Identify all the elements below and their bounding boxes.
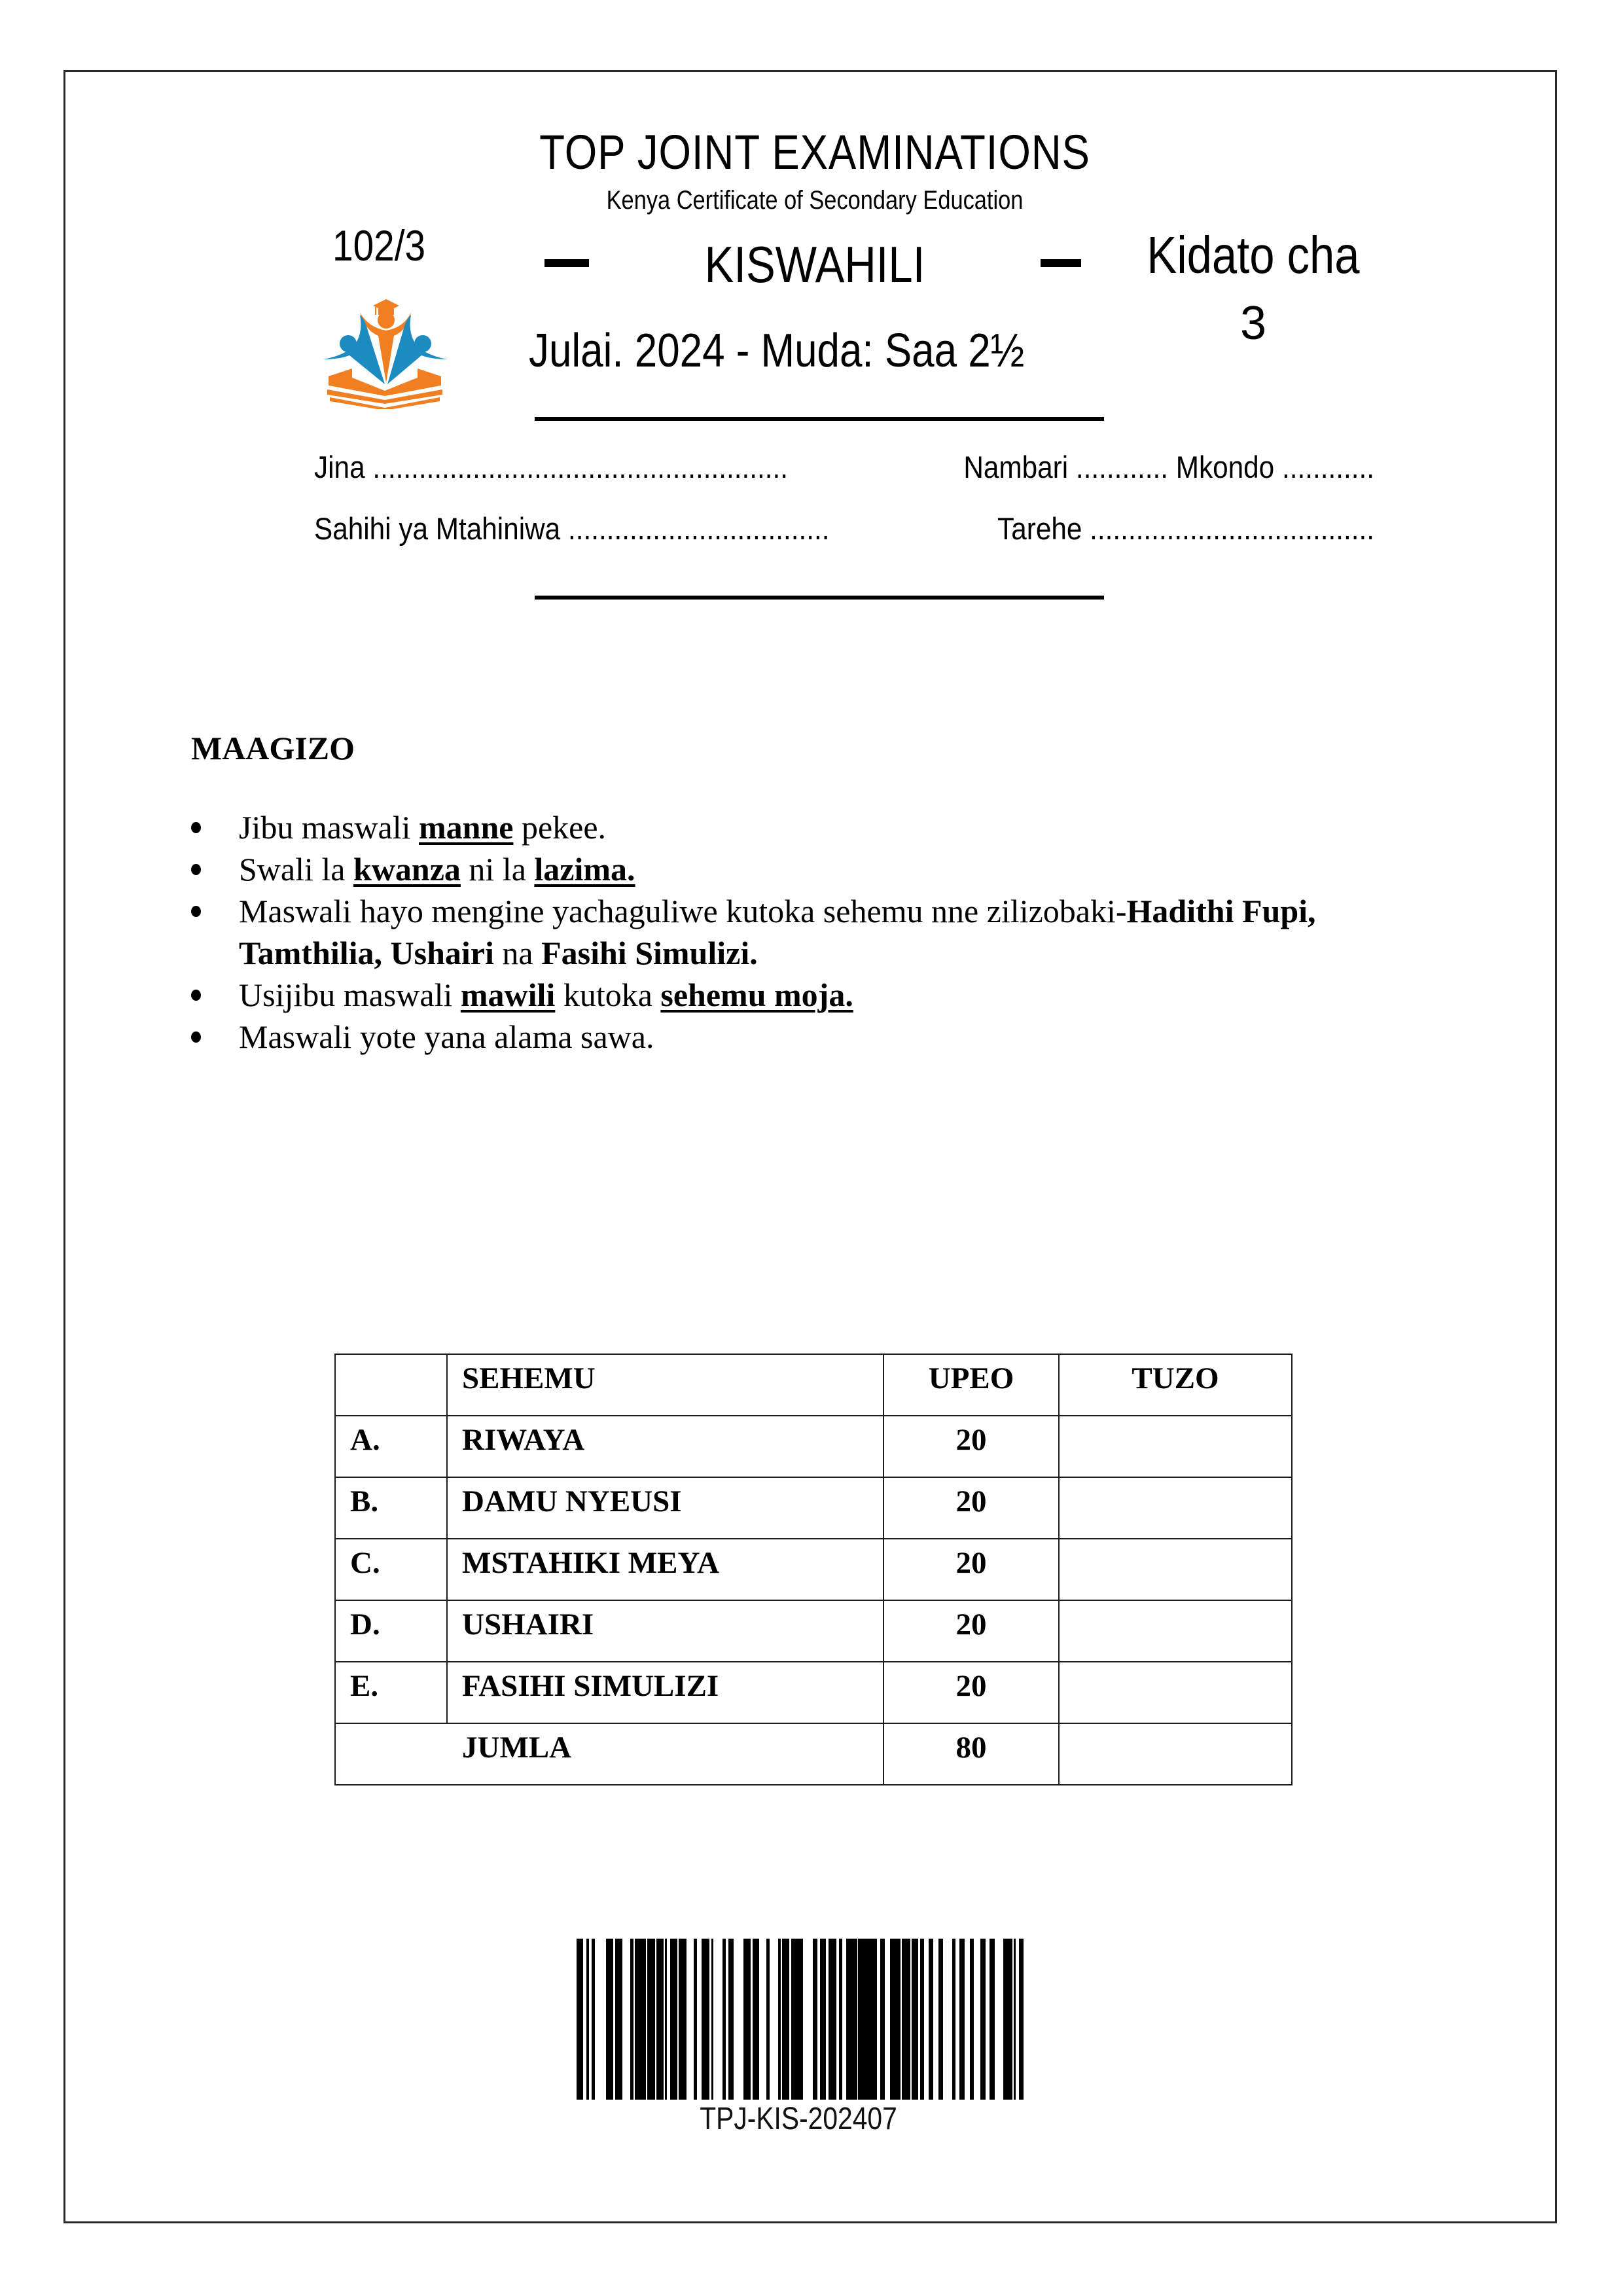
bullet-icon — [191, 1031, 201, 1043]
instruction-text: ni la — [460, 851, 535, 888]
total-label: JUMLA — [335, 1723, 883, 1785]
table-row — [335, 1539, 1292, 1600]
instruction-item — [191, 848, 1369, 890]
subject-title: KISWAHILI — [704, 236, 925, 293]
instruction-item — [191, 890, 1369, 974]
bullet-icon — [191, 990, 201, 1001]
date-dots: ..................................... — [1090, 511, 1374, 546]
exam-logo-icon — [313, 291, 457, 409]
total-award-cell[interactable] — [1059, 1723, 1292, 1785]
stream-dots: ............ — [1281, 450, 1374, 484]
name-label: Jina — [314, 450, 365, 484]
bullet-icon — [191, 906, 201, 917]
row-max: 20 — [883, 1477, 1059, 1539]
row-max: 20 — [883, 1539, 1059, 1600]
form-number: 3 — [1240, 297, 1267, 350]
date-duration: Julai. 2024 - Muda: Saa 2½ — [529, 325, 1025, 377]
stream-field[interactable] — [1176, 452, 1374, 482]
row-section: FASIHI SIMULIZI — [447, 1662, 883, 1723]
instruction-item — [191, 974, 1369, 1016]
candidate-info-row-2 — [314, 513, 1374, 544]
instruction-text: Maswali hayo mengine yachaguliwe kutoka sehemu nne zilizobaki- — [239, 893, 1127, 929]
name-dots: ...................................................... — [372, 450, 788, 484]
organization-title: TOP JOINT EXAMINATIONS — [539, 125, 1090, 179]
table-row — [335, 1662, 1292, 1723]
signature-dots: .................................. — [567, 511, 830, 546]
header-award: TUZO — [1059, 1354, 1292, 1416]
instruction-item — [191, 1016, 1369, 1058]
instruction-text: Usijibu maswali — [239, 977, 461, 1013]
row-letter: D. — [335, 1600, 447, 1662]
row-letter: B. — [335, 1477, 447, 1539]
number-label: Nambari — [963, 450, 1069, 484]
header-section: SEHEMU — [447, 1354, 883, 1416]
dash-separator-left — [544, 259, 589, 267]
barcode-label: TPJ-KIS-202407 — [700, 2102, 897, 2136]
score-table — [334, 1354, 1293, 1785]
row-section: DAMU NYEUSI — [447, 1477, 883, 1539]
instructions-list — [191, 806, 1369, 1058]
row-max: 20 — [883, 1416, 1059, 1477]
stream-label: Mkondo — [1175, 450, 1275, 484]
row-letter: A. — [335, 1416, 447, 1477]
header-max: UPEO — [883, 1354, 1059, 1416]
barcode-icon — [577, 1939, 1025, 2100]
instruction-text: sehemu moja. — [660, 977, 853, 1013]
date-field[interactable] — [997, 513, 1374, 544]
row-letter: C. — [335, 1539, 447, 1600]
signature-field[interactable] — [314, 513, 830, 544]
signature-label: Sahihi ya Mtahiniwa — [314, 511, 561, 546]
row-award-cell[interactable] — [1059, 1539, 1292, 1600]
instruction-text: na — [493, 935, 542, 971]
row-award-cell[interactable] — [1059, 1416, 1292, 1477]
instruction-text: pekee. — [513, 809, 607, 846]
instruction-text: Tamthilia, Ushairi — [239, 935, 494, 971]
table-row — [335, 1416, 1292, 1477]
row-letter: E. — [335, 1662, 447, 1723]
header-rule-top — [535, 417, 1104, 421]
table-row — [335, 1477, 1292, 1539]
form-label: Kidato cha — [1147, 226, 1360, 284]
instruction-text: Maswali yote yana alama sawa. — [239, 1018, 654, 1055]
number-dots: ............ — [1075, 450, 1168, 484]
instruction-text: Swali la — [239, 851, 353, 888]
name-field[interactable] — [314, 452, 788, 482]
instruction-text: kutoka — [555, 977, 661, 1013]
instruction-text: lazima. — [534, 851, 635, 888]
instruction-text: kwanza — [353, 851, 461, 888]
table-row — [335, 1600, 1292, 1662]
row-award-cell[interactable] — [1059, 1477, 1292, 1539]
table-header-row — [335, 1354, 1292, 1416]
total-max: 80 — [883, 1723, 1059, 1785]
row-award-cell[interactable] — [1059, 1662, 1292, 1723]
header-letter — [335, 1354, 447, 1416]
page-border — [63, 70, 1557, 2223]
bullet-icon — [191, 822, 201, 833]
dash-separator-right — [1041, 259, 1081, 267]
certificate-subtitle: Kenya Certificate of Secondary Education — [606, 186, 1024, 215]
row-max: 20 — [883, 1662, 1059, 1723]
row-section: MSTAHIKI MEYA — [447, 1539, 883, 1600]
instruction-item — [191, 806, 1369, 848]
instruction-text: mawili — [460, 977, 556, 1013]
row-section: USHAIRI — [447, 1600, 883, 1662]
date-label: Tarehe — [997, 511, 1082, 546]
instruction-text: Jibu maswali — [239, 809, 419, 846]
bullet-icon — [191, 864, 201, 875]
instructions-heading: MAAGIZO — [191, 730, 355, 766]
paper-code: 102/3 — [332, 221, 426, 270]
number-field[interactable] — [963, 452, 1168, 482]
row-max: 20 — [883, 1600, 1059, 1662]
header-rule-bottom — [535, 596, 1104, 600]
candidate-info-row-1 — [314, 452, 1374, 482]
instruction-text: manne — [418, 809, 514, 846]
row-section: RIWAYA — [447, 1416, 883, 1477]
instruction-text: Fasihi Simulizi. — [541, 935, 758, 971]
instruction-text: Hadithi Fupi, — [1126, 893, 1316, 929]
table-total-row — [335, 1723, 1292, 1785]
row-award-cell[interactable] — [1059, 1600, 1292, 1662]
